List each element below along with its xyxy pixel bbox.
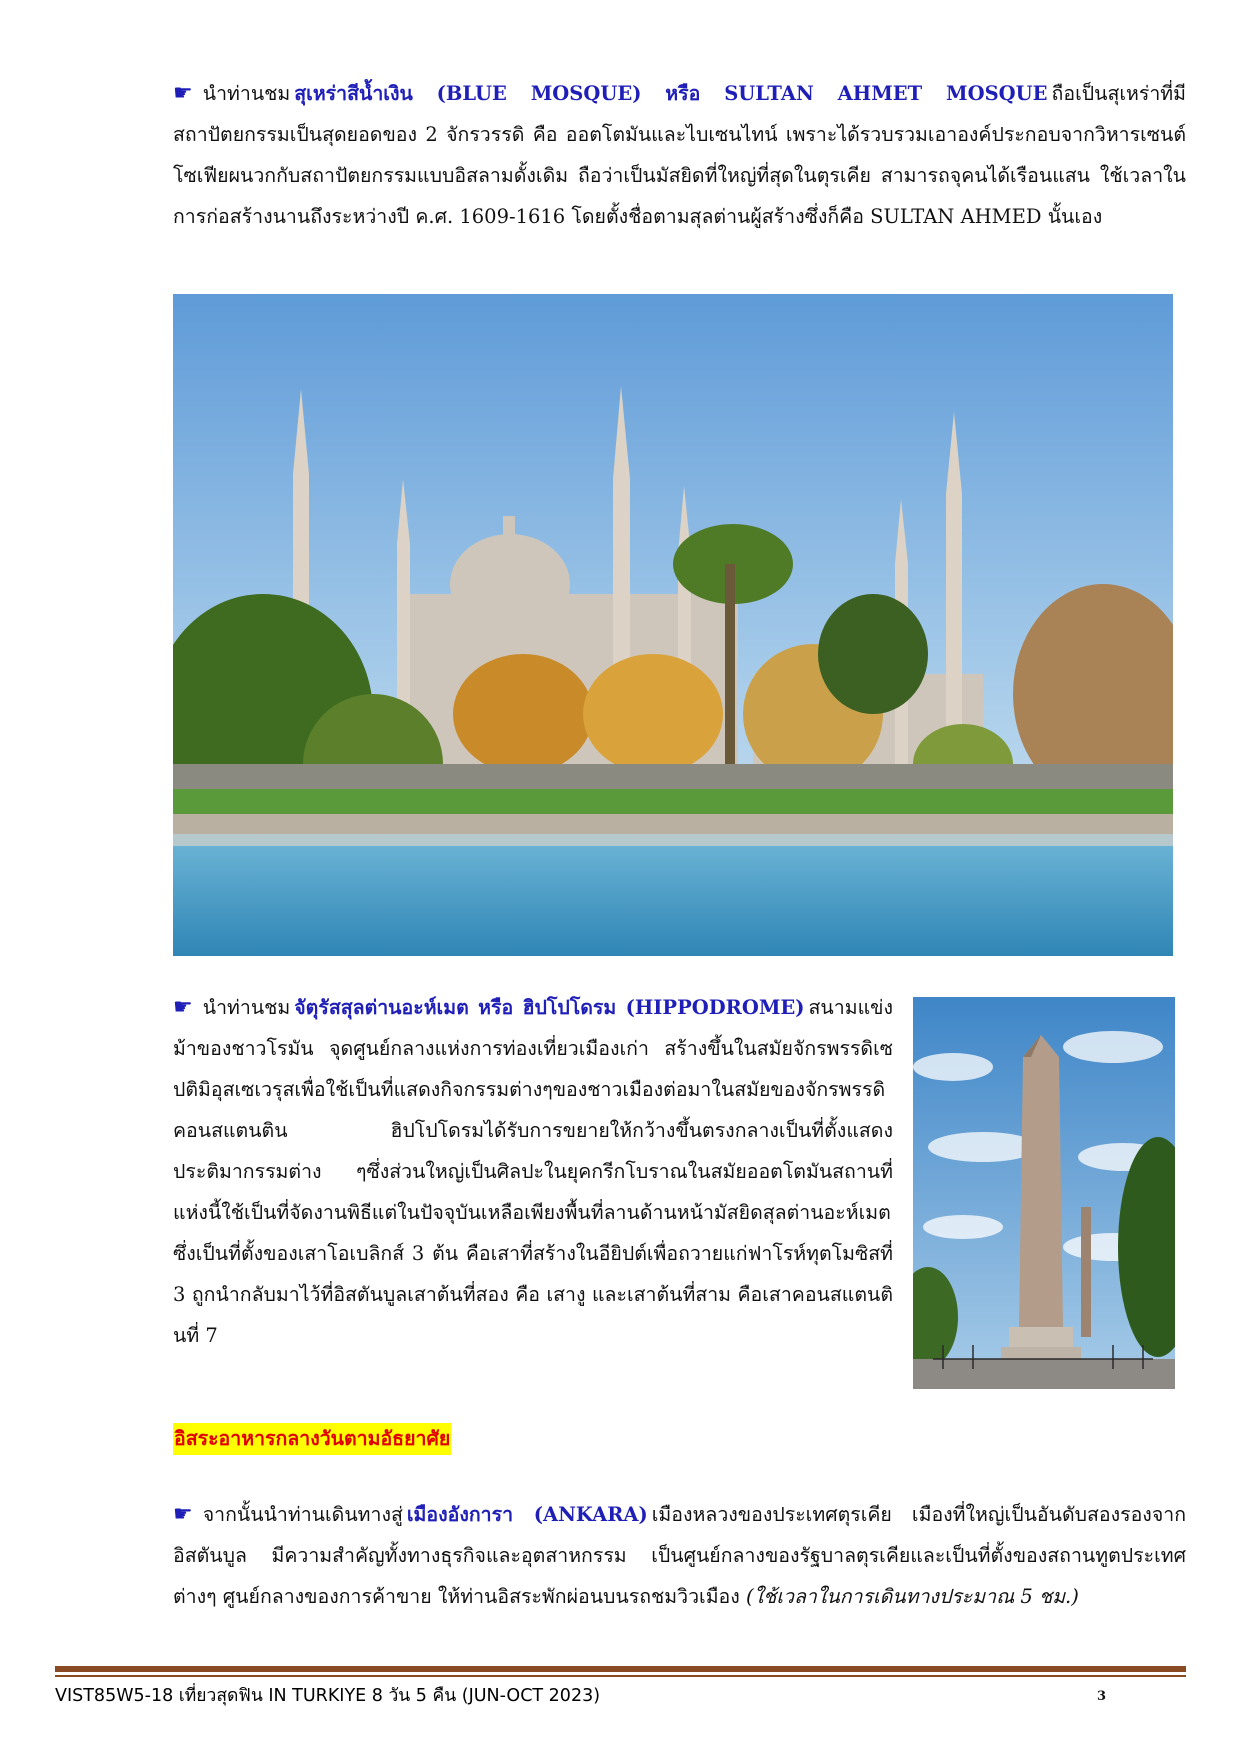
lunch-notice: อิสระอาหารกลางวันตามอัธยาศัย — [173, 1423, 451, 1455]
ankara-paragraph — [173, 1494, 1186, 1617]
page-number: 3 — [1097, 1689, 1107, 1704]
ankara-title: เมืองอังการา (ANKARA) — [406, 1503, 648, 1526]
footer-rule-thick — [55, 1666, 1186, 1672]
hippodrome-paragraph — [173, 987, 893, 1356]
obelisk-photo — [913, 997, 1175, 1389]
blue-mosque-lead: นำท่านชม — [202, 82, 291, 105]
footer-rule-thin — [55, 1675, 1186, 1677]
blue-mosque-photo — [173, 294, 1173, 956]
ankara-body: เมืองหลวงของประเทศตุรเคีย เมืองที่ใหญ่เป็นอันดับสองรองจากอิสตันบูล มีความสำคัญทั้งทางธุรกิจและอุตสาหกรรม เป็นศูนย์กลางของรัฐบาลตุรเคียและเป็นที่ตั้งของสถานทูตประเทศต่างๆ ศูนย์กลางของการค้าขาย ให้ท่านอิสระพักผ่อนบนรถชมวิวเมือง — [173, 1503, 1187, 1608]
pointing-hand-icon: ☛ — [173, 81, 193, 106]
ankara-lead: จากนั้นนำท่านเดินทางสู่ — [202, 1503, 403, 1526]
blue-mosque-paragraph — [173, 73, 1186, 237]
footer-program-title: VIST85W5-18 เที่ยวสุดฟิน IN TURKIYE 8 วัน 5 คืน (JUN-OCT 2023) — [55, 1686, 601, 1706]
blue-mosque-title: สุเหร่าสีน้ำเงิน (BLUE MOSQUE) หรือ SULTAN AHMET MOSQUE — [294, 82, 1048, 105]
pointing-hand-icon: ☛ — [173, 995, 193, 1020]
hippodrome-title: จัตุรัสสุลต่านอะห์เมต หรือ ฮิปโปโดรม (HIPPODROME) — [294, 996, 805, 1019]
blue-mosque-body: ถือเป็นสุเหร่าที่มีสถาปัตยกรรมเป็นสุดยอดของ 2 จักรวรรดิ คือ ออตโตมันและไบเซนไทน์ เพราะได้รวบรวมเอาองค์ประกอบจากวิหารเซนต์โซเฟียผนวกกับสถาปัตยกรรมแบบอิสลามดั้งเดิม ถือว่าเป็นมัสยิดที่ใหญ่ที่สุดในตุรเคีย สามารถจุคนได้เรือนแสน ใช้เวลาในการก่อสร้างนานถึงระหว่างปี ค.ศ. 1609-1616 โดยตั้งชื่อตามสุลต่านผู้สร้างซึ่งก็คือ SULTAN AHMED นั้นเอง — [173, 82, 1186, 228]
pointing-hand-icon: ☛ — [173, 1502, 193, 1527]
hippodrome-body: สนามแข่งม้าของชาวโรมัน จุดศูนย์กลางแห่งการท่องเที่ยวเมืองเก่า สร้างขึ้นในสมัยจักรพรรดิเซปติมิอุสเซเวรุสเพื่อใช้เป็นที่แสดงกิจกรรมต่างๆของชาวเมืองต่อมาในสมัยของจักรพรรดิคอนสแตนติน ฮิปโปโดรมได้รับการขยายให้กว้างขึ้นตรงกลางเป็นที่ตั้งแสดงประติมากรรมต่าง ๆซึ่งส่วนใหญ่เป็นศิลปะในยุคกรีกโบราณในสมัยออตโตมันสถานที่แห่งนี้ใช้เป็นที่จัดงานพิธีแต่ในปัจจุบันเหลือเพียงพื้นที่ลานด้านหน้ามัสยิดสุลต่านอะห์เมตซึ่งเป็นที่ตั้งของเสาโอเบลิกส์ 3 ต้น คือเสาที่สร้างในอียิปต์เพื่อถวายแก่ฟาโรห์ทุตโมซิสที่ 3 ถูกนำกลับมาไว้ที่อิสตันบูลเสาต้นที่สอง คือ เสางู และเสาต้นที่สาม คือเสาคอนสแตนตินที่ 7 — [173, 996, 893, 1347]
hippodrome-lead: นำท่านชม — [202, 996, 291, 1019]
travel-time-note: (ใช้เวลาในการเดินทางประมาณ 5 ชม.) — [746, 1585, 1079, 1608]
